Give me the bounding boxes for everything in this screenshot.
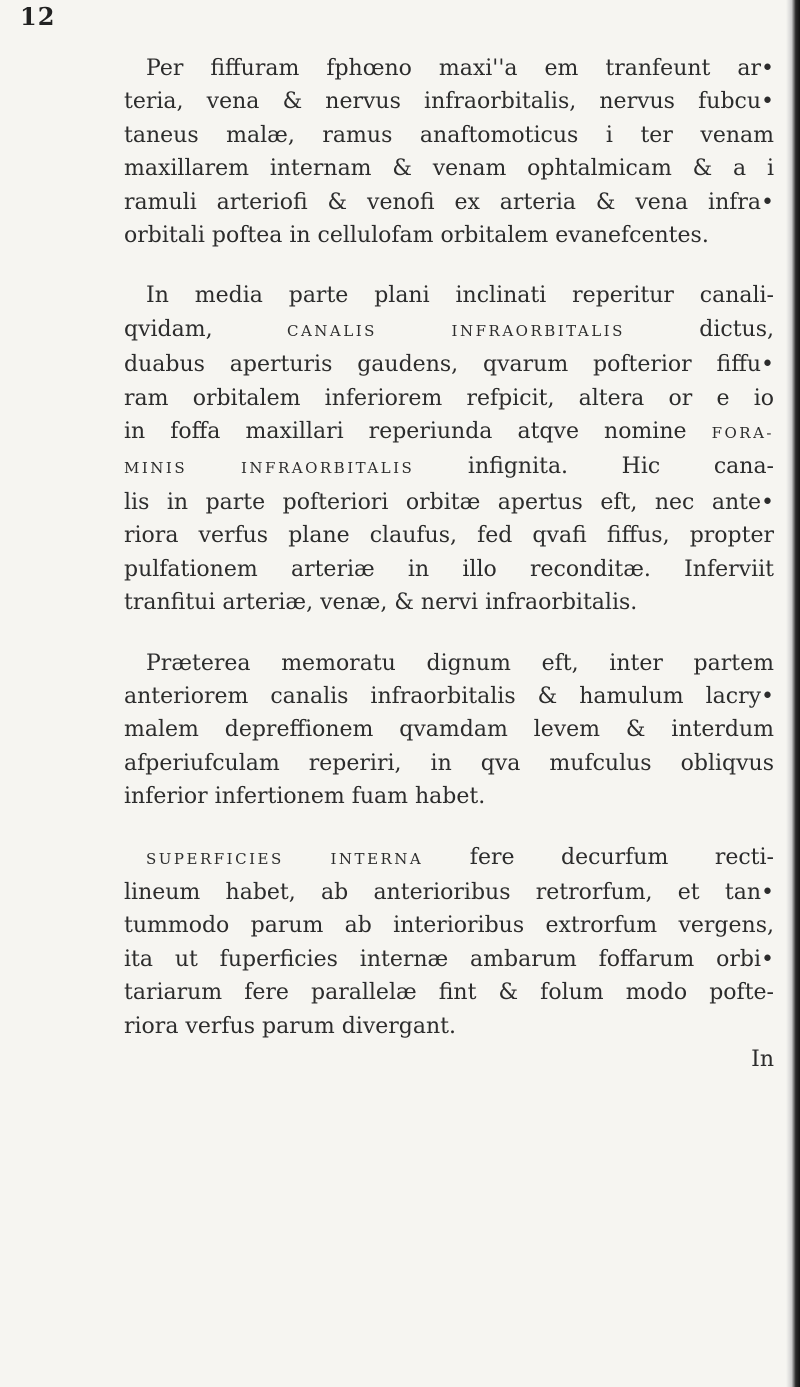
text-line: ramuli arteriofi & venofi ex arteria & vena infra• [124,189,774,215]
text-line: riora verfus plane claufus, fed qvafi fiffus, propter [124,523,774,549]
text-line-composite [124,415,774,450]
text-run: infignita. Hic cana- [414,454,774,480]
text-line: ram orbitalem inferiorem refpicit, altera or e io [124,385,774,411]
text-line-composite [124,313,774,348]
small-caps-term: FORA- [711,424,774,443]
text-line: teria, vena & nervus infraorbitalis, nervus fubcu• [124,89,774,115]
text-line: In media parte plani inclinati reperitur canali- [146,283,774,309]
page-number: 12 [20,2,56,31]
text-line-composite [124,450,774,485]
text-line: malem depreffionem qvamdam levem & interdum [124,717,774,743]
text-line: tummodo parum ab interioribus extrorfum vergens, [124,913,774,939]
small-caps-term: CANALIS INFRAORBITALIS [286,321,625,340]
text-line: Præterea memoratu dignum eft, inter partem [146,650,774,676]
text-line: inferior infertionem fuam habet. [124,784,486,810]
text-line: anteriorem canalis infraorbitalis & hamulum lacry• [124,683,774,709]
small-caps-term: SUPERFICIES INTERNA [146,849,424,868]
text-line: lineum habet, ab anterioribus retrorfum, et tan• [124,879,774,905]
body-text [124,52,784,1076]
catchword: In [751,1046,774,1072]
text-line-composite [124,841,774,876]
text-line: taneus malæ, ramus anaftomoticus i ter venam [124,122,774,148]
text-line: ita ut fuperficies internæ ambarum foffarum orbi• [124,946,774,972]
paragraph-4 [124,841,784,1043]
text-line: Per fiffuram fphœno maxi''a em tranfeunt ar• [146,56,774,81]
text-run: qvidam, [124,316,287,342]
text-line: orbitali poftea in cellulofam orbitalem evanefcentes. [124,223,709,249]
text-line: tariarum fere parallelæ fint & folum modo pofte- [124,980,774,1006]
text-run: in foffa maxillari reperiunda atqve nomine [124,419,712,445]
text-line: pulfationem arteriæ in illo reconditæ. Inferviit [124,556,774,582]
text-line: lis in parte pofteriori orbitæ apertus eft, nec ante• [124,489,774,515]
page-edge-shadow [786,0,800,1387]
text-run: dictus, [624,316,774,342]
paragraph-2 [124,279,784,619]
text-line: tranfitui arteriæ, venæ, & nervi infraorbitalis. [124,590,638,616]
text-line: riora verfus parum divergant. [124,1013,457,1039]
paragraph-1 [124,52,784,252]
paragraph-3 [124,647,784,814]
text-line: afperiufculam reperiri, in qva mufculus obliqvus [124,750,774,776]
text-run: fere decurfum recti- [423,844,774,870]
text-line: duabus aperturis gaudens, qvarum pofterior fiffu• [124,352,774,378]
small-caps-term: MINIS INFRAORBITALIS [124,459,415,478]
text-line: maxillarem internam & venam ophtalmicam & a i [124,156,774,182]
